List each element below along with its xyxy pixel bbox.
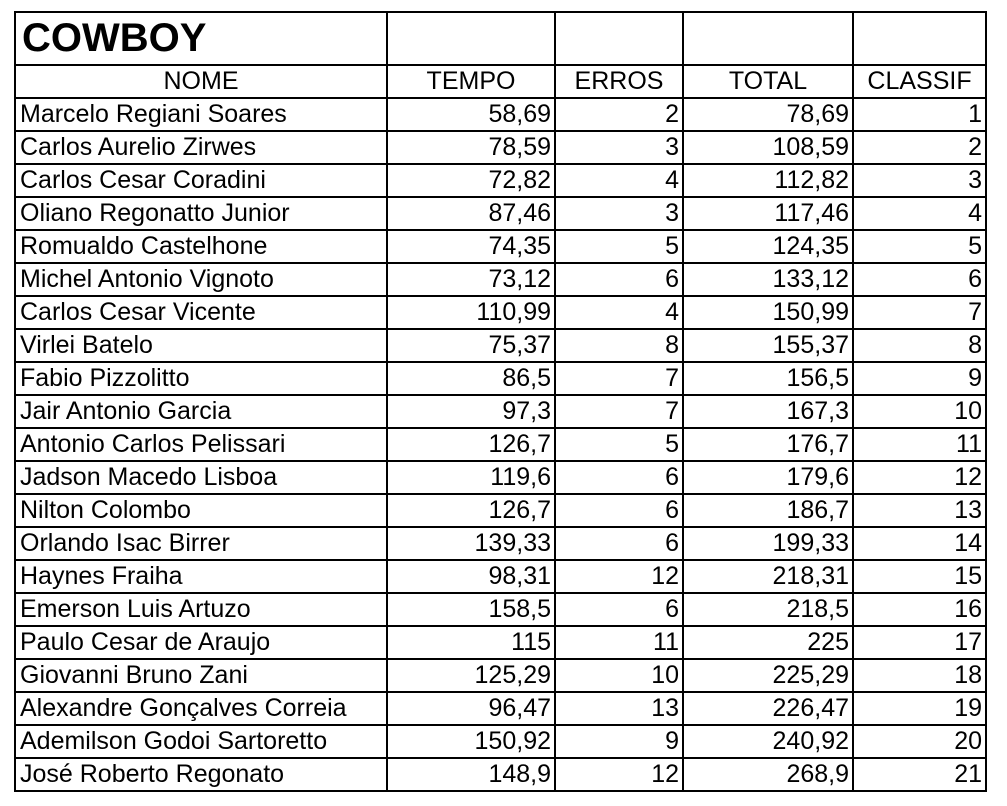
table-row [15,527,986,560]
cell-classif: 9 [853,362,986,395]
cell-classif: 13 [853,494,986,527]
cell-total: 155,37 [683,329,853,362]
cell-tempo: 72,82 [387,164,555,197]
cell-classif: 8 [853,329,986,362]
cell-erros: 3 [555,197,683,230]
cell-total: 179,6 [683,461,853,494]
cell-nome: Jair Antonio Garcia [15,395,387,428]
cell-tempo: 87,46 [387,197,555,230]
cell-classif: 18 [853,659,986,692]
cell-erros: 6 [555,494,683,527]
cell-classif: 15 [853,560,986,593]
cell-total: 117,46 [683,197,853,230]
table-row [15,692,986,725]
cell-classif: 10 [853,395,986,428]
cell-nome: Antonio Carlos Pelissari [15,428,387,461]
cell-tempo: 75,37 [387,329,555,362]
cell-total: 225 [683,626,853,659]
table-row [15,758,986,791]
cell-tempo: 148,9 [387,758,555,791]
cell-tempo: 125,29 [387,659,555,692]
cell-erros: 7 [555,395,683,428]
table-row [15,659,986,692]
cell-tempo: 74,35 [387,230,555,263]
cell-nome: Alexandre Gonçalves Correia [15,692,387,725]
table-row [15,263,986,296]
cell-classif: 4 [853,197,986,230]
cell-nome: Nilton Colombo [15,494,387,527]
cell-classif: 14 [853,527,986,560]
cell-total: 240,92 [683,725,853,758]
header-erros: ERROS [555,65,683,98]
cell-erros: 12 [555,758,683,791]
cell-classif: 17 [853,626,986,659]
cell-nome: Oliano Regonatto Junior [15,197,387,230]
cell-nome: Carlos Cesar Vicente [15,296,387,329]
cell-tempo: 78,59 [387,131,555,164]
empty-cell [683,12,853,65]
cell-total: 108,59 [683,131,853,164]
cell-erros: 6 [555,593,683,626]
cell-tempo: 126,7 [387,428,555,461]
cell-classif: 21 [853,758,986,791]
cell-erros: 6 [555,263,683,296]
cell-nome: Virlei Batelo [15,329,387,362]
table-row [15,395,986,428]
cell-total: 218,5 [683,593,853,626]
table-row [15,428,986,461]
cell-classif: 1 [853,98,986,131]
table-row [15,98,986,131]
cell-erros: 13 [555,692,683,725]
cell-nome: Carlos Cesar Coradini [15,164,387,197]
cell-tempo: 126,7 [387,494,555,527]
cell-classif: 6 [853,263,986,296]
cell-erros: 9 [555,725,683,758]
header-nome: NOME [15,65,387,98]
sheet-title: COWBOY [15,12,387,65]
cell-classif: 3 [853,164,986,197]
results-table [14,11,987,792]
cell-total: 176,7 [683,428,853,461]
cell-tempo: 96,47 [387,692,555,725]
cell-total: 156,5 [683,362,853,395]
cell-nome: Haynes Fraiha [15,560,387,593]
empty-cell [387,12,555,65]
cell-classif: 7 [853,296,986,329]
cell-nome: Emerson Luis Artuzo [15,593,387,626]
cell-erros: 10 [555,659,683,692]
cell-tempo: 110,99 [387,296,555,329]
cell-classif: 19 [853,692,986,725]
cell-total: 225,29 [683,659,853,692]
title-row [15,12,986,65]
header-total: TOTAL [683,65,853,98]
cell-classif: 11 [853,428,986,461]
cell-nome: Giovanni Bruno Zani [15,659,387,692]
cell-nome: Romualdo Castelhone [15,230,387,263]
cell-nome: Michel Antonio Vignoto [15,263,387,296]
table-row [15,230,986,263]
table-row [15,296,986,329]
cell-tempo: 139,33 [387,527,555,560]
table-row [15,461,986,494]
cell-total: 268,9 [683,758,853,791]
cell-erros: 11 [555,626,683,659]
cell-erros: 3 [555,131,683,164]
table-row [15,362,986,395]
empty-cell [555,12,683,65]
table-row [15,626,986,659]
cell-tempo: 150,92 [387,725,555,758]
cell-classif: 2 [853,131,986,164]
cell-classif: 16 [853,593,986,626]
cell-nome: José Roberto Regonato [15,758,387,791]
cell-total: 218,31 [683,560,853,593]
cell-erros: 5 [555,230,683,263]
results-table-body [15,12,986,791]
cell-nome: Paulo Cesar de Araujo [15,626,387,659]
cell-total: 112,82 [683,164,853,197]
table-row [15,494,986,527]
cell-erros: 2 [555,98,683,131]
cell-classif: 20 [853,725,986,758]
table-row [15,593,986,626]
table-row [15,725,986,758]
cell-erros: 5 [555,428,683,461]
cell-tempo: 58,69 [387,98,555,131]
header-row [15,65,986,98]
cell-classif: 12 [853,461,986,494]
table-row [15,131,986,164]
cell-erros: 6 [555,461,683,494]
cell-erros: 8 [555,329,683,362]
cell-nome: Ademilson Godoi Sartoretto [15,725,387,758]
cell-erros: 6 [555,527,683,560]
table-row [15,164,986,197]
header-tempo: TEMPO [387,65,555,98]
cell-tempo: 86,5 [387,362,555,395]
table-row [15,560,986,593]
cell-nome: Orlando Isac Birrer [15,527,387,560]
cell-nome: Jadson Macedo Lisboa [15,461,387,494]
cell-tempo: 73,12 [387,263,555,296]
cell-tempo: 158,5 [387,593,555,626]
cell-total: 133,12 [683,263,853,296]
cell-total: 186,7 [683,494,853,527]
cell-tempo: 119,6 [387,461,555,494]
cell-total: 150,99 [683,296,853,329]
cell-erros: 4 [555,164,683,197]
cell-classif: 5 [853,230,986,263]
cell-total: 124,35 [683,230,853,263]
cell-nome: Carlos Aurelio Zirwes [15,131,387,164]
table-row [15,329,986,362]
cell-nome: Fabio Pizzolitto [15,362,387,395]
cell-total: 167,3 [683,395,853,428]
empty-cell [853,12,986,65]
cell-total: 78,69 [683,98,853,131]
cell-nome: Marcelo Regiani Soares [15,98,387,131]
cell-tempo: 115 [387,626,555,659]
cell-total: 226,47 [683,692,853,725]
table-row [15,197,986,230]
cell-tempo: 98,31 [387,560,555,593]
cell-total: 199,33 [683,527,853,560]
cell-erros: 12 [555,560,683,593]
cell-erros: 7 [555,362,683,395]
cell-erros: 4 [555,296,683,329]
header-classif: CLASSIF [853,65,986,98]
cell-tempo: 97,3 [387,395,555,428]
